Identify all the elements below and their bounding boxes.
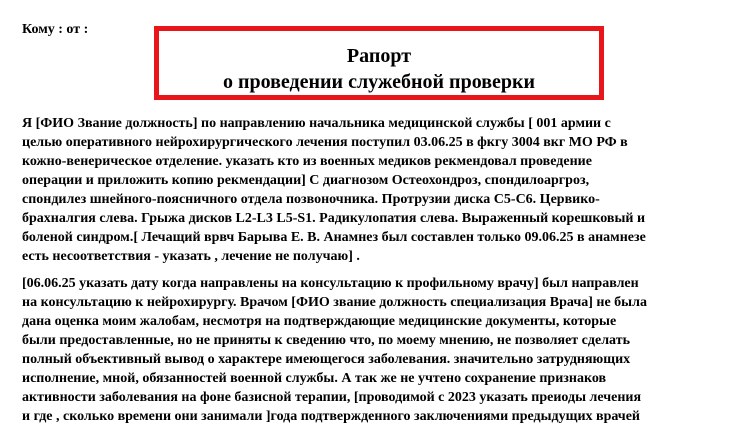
addressee-label: Кому : от :	[22, 22, 89, 37]
text-line: были предоставленные, но не приняты к сведению что, по моему мнению, не позволяет сделать	[22, 333, 630, 348]
text-line: целью оперативного нейрохирургического лечения поступил 03.06.25 в фкгу 3004 вкг МО РФ в	[22, 135, 628, 150]
paragraph-1	[22, 114, 742, 266]
text-line: кожно-венерическое отделение. указать кто из военных медиков рекмендовал проведение	[22, 154, 592, 169]
text-line: активности заболевания на фоне базисной терапии, [проводимой с 2023 указать преиоды лечения	[22, 390, 642, 405]
text-line: и где , сколько времени они занимали ]года подтвержденного заключениями предыдущих врачей	[22, 409, 640, 424]
text-line: спондилез шнейного-поясничного отдела позвоночника. Протрузии диска C5-C6. Цервико-	[22, 192, 600, 207]
paragraph-2	[22, 274, 742, 426]
text-line: полный объективный вывод о характере имеющегося заболевания. значительно затрудняющих	[22, 352, 631, 367]
text-line: операции и приложить копию рекмендации] С диагнозом Остеохондроз, спондилоаргроз,	[22, 173, 590, 188]
document-title: Рапорт	[346, 45, 412, 67]
text-line: боленой синдром.[ Лечащий врвч Барыва Е. В. Анамнез был составлен только 09.06.25 в анамнезе	[22, 230, 646, 245]
text-line: брахналгия слева. Грыжа дисков L2-L3 L5-S1. Радикулопатия слева. Выраженный корешковый и	[22, 211, 646, 226]
title-box	[154, 26, 604, 100]
text-line: есть несоответствия - указать , лечение не получаю] .	[22, 249, 360, 264]
document-subtitle: о проведении служебной проверки	[222, 71, 536, 93]
text-line: на консультацию к нейрохирургу. Врачом [ФИО звание должность специализация Врача] не была	[22, 295, 647, 310]
text-line: исполнение, мной, обязанностей военной службы. А так же не учтено сохранение признаков	[22, 371, 607, 386]
text-line: [06.06.25 указать дату когда направлены на консультацию к профильному врачу] был направлен	[22, 276, 639, 291]
text-line: Я [ФИО Звание должность] по направлению начальника медицинской службы [ 001 армии с	[22, 116, 611, 131]
text-line: дана оценка моим жалобам, несмотря на подтверждающие медицинские документы, которые	[22, 314, 617, 329]
